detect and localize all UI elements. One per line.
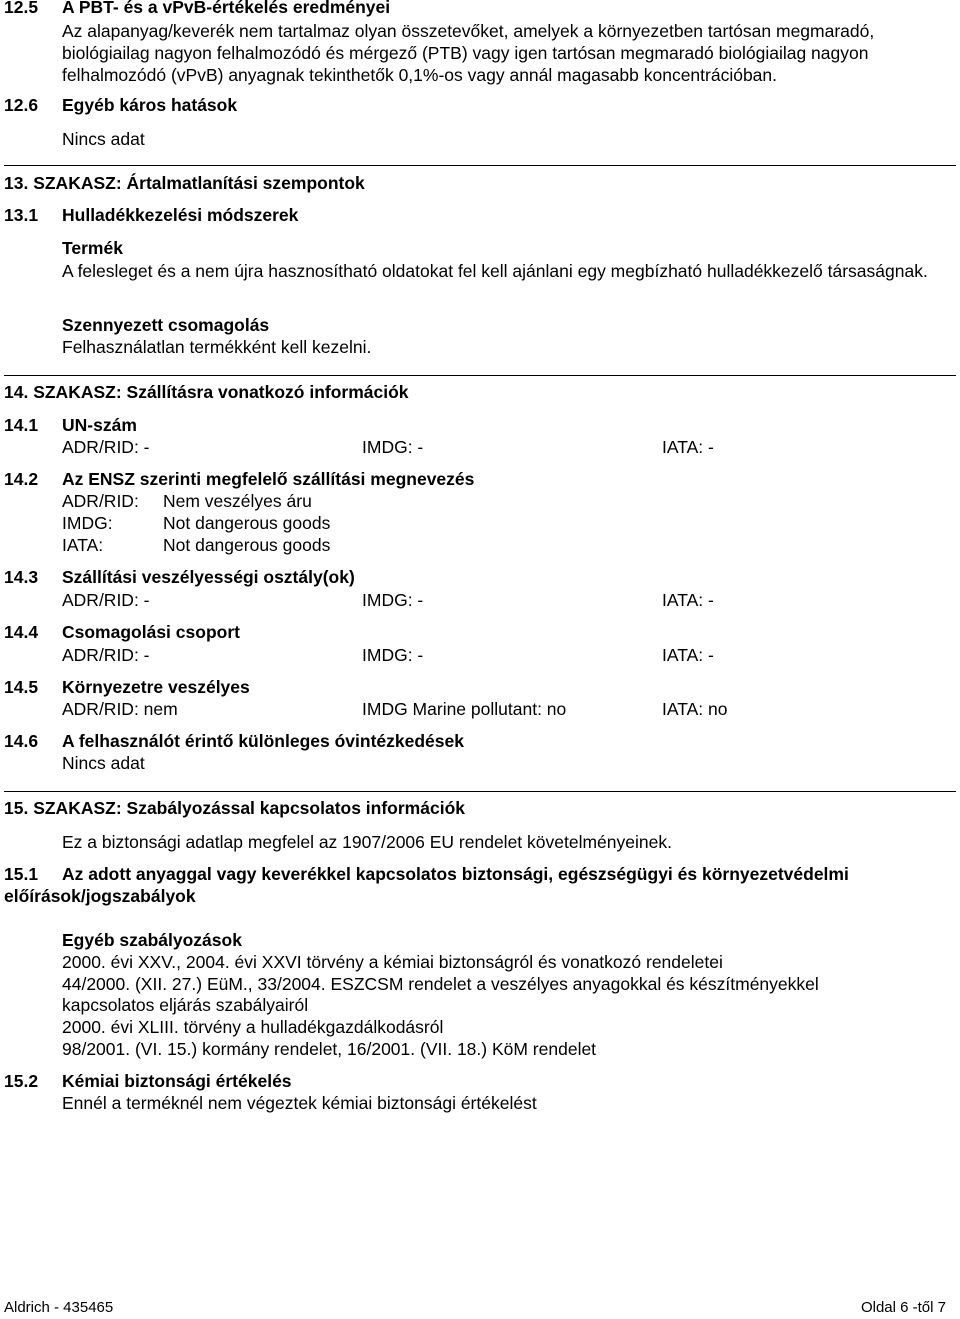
section-14-6-number: 14.6 (4, 731, 39, 751)
section-15-heading: 15. SZAKASZ: Szabályozással kapcsolatos információk (4, 798, 465, 818)
un-number-adr: ADR/RID: - (62, 437, 150, 457)
section-14-4-number: 14.4 (4, 622, 39, 642)
section-13-1-number: 13.1 (4, 205, 39, 225)
regulation-line: 44/2000. (XII. 27.) EüM., 33/2004. ESZCSM rendelet a veszélyes anyagokkal és készítményekkel (62, 974, 819, 994)
packing-group-imdg: IMDG: - (362, 645, 424, 665)
section-14-2-number: 14.2 (4, 469, 39, 489)
shipping-name-value: Not dangerous goods (163, 513, 331, 533)
section-13-heading: 13. SZAKASZ: Ártalmatlanítási szempontok (4, 173, 365, 193)
section-14-3-title: Szállítási veszélyességi osztály(ok) (62, 567, 355, 587)
un-number-iata: IATA: - (662, 437, 714, 457)
section-15-1-title-line2: előírások/jogszabályok (4, 886, 196, 906)
shipping-name-label: ADR/RID: (62, 491, 139, 511)
section-14-divider (4, 375, 956, 376)
shipping-name-value: Nem veszélyes áru (163, 491, 312, 511)
section-14-2-title: Az ENSZ szerinti megfelelő szállítási megnevezés (62, 469, 475, 489)
section-14-1-title: UN-szám (62, 415, 137, 435)
section-14-1-number: 14.1 (4, 415, 39, 435)
packaging-text: Felhasználatlan termékként kell kezelni. (62, 337, 372, 357)
regulation-line: 98/2001. (VI. 15.) kormány rendelet, 16/2001. (VII. 18.) KöM rendelet (62, 1039, 597, 1059)
other-regulations-label: Egyéb szabályozások (62, 930, 242, 950)
section-12-5-text: Az alapanyag/keverék nem tartalmaz olyan összetevőket, amelyek a környezetben tartósan megmaradó, biológiailag nagyon felhalmozódó és mérgező (PTB) vagy igen tartósan megmaradó biológiailag nagyon felhalmozódó (vPvB) anyagnak tekinthetők 0,1%-os vagy annál magasabb koncentrációban. (62, 21, 875, 85)
section-12-6-text: Nincs adat (62, 129, 145, 149)
section-15-2-number: 15.2 (4, 1071, 39, 1091)
section-14-6-text: Nincs adat (62, 753, 145, 773)
section-15-2-text: Ennél a terméknél nem végeztek kémiai biztonsági értékelést (62, 1093, 537, 1113)
footer-product-code: Aldrich - 435465 (4, 1299, 114, 1316)
packing-group-adr: ADR/RID: - (62, 645, 150, 665)
section-12-5-number: 12.5 (4, 0, 39, 17)
section-15-1-number: 15.1 (4, 864, 39, 884)
shipping-name-value: Not dangerous goods (163, 535, 331, 555)
section-14-5-title: Környezetre veszélyes (62, 677, 250, 697)
environmental-hazard-imdg: IMDG Marine pollutant: no (362, 699, 567, 719)
packing-group-iata: IATA: - (662, 645, 714, 665)
section-12-5-title: A PBT- és a vPvB-értékelés eredményei (62, 0, 391, 17)
hazard-class-imdg: IMDG: - (362, 590, 424, 610)
shipping-name-label: IMDG: (62, 513, 113, 533)
product-text: A felesleget és a nem újra hasznosítható oldatokat fel kell ajánlani egy megbízható hulladékkezelő társaságnak. (62, 261, 928, 281)
regulation-line: kapcsolatos eljárás szabályairól (62, 995, 309, 1015)
section-13-1-title: Hulladékkezelési módszerek (62, 205, 299, 225)
section-15-divider (4, 791, 956, 792)
section-13-divider (4, 165, 956, 166)
section-12-6-number: 12.6 (4, 95, 39, 115)
section-15-2-title: Kémiai biztonsági értékelés (62, 1071, 292, 1091)
shipping-name-label: IATA: (62, 535, 104, 555)
section-14-6-title: A felhasználót érintő különleges óvintézkedések (62, 731, 464, 751)
un-number-imdg: IMDG: - (362, 437, 424, 457)
packaging-label: Szennyezett csomagolás (62, 315, 270, 335)
section-14-heading: 14. SZAKASZ: Szállításra vonatkozó információk (4, 382, 409, 402)
environmental-hazard-adr: ADR/RID: nem (62, 699, 178, 719)
section-14-5-number: 14.5 (4, 677, 39, 697)
regulation-line: 2000. évi XLIII. törvény a hulladékgazdálkodásról (62, 1017, 444, 1037)
hazard-class-adr: ADR/RID: - (62, 590, 150, 610)
regulation-line: 2000. évi XXV., 2004. évi XXVI törvény a kémiai biztonságról és vonatkozó rendeletei (62, 952, 723, 972)
hazard-class-iata: IATA: - (662, 590, 714, 610)
section-15-intro: Ez a biztonsági adatlap megfelel az 1907/2006 EU rendelet követelményeinek. (62, 832, 672, 852)
section-12-6-title: Egyéb káros hatások (62, 95, 238, 115)
environmental-hazard-iata: IATA: no (662, 699, 728, 719)
section-14-3-number: 14.3 (4, 567, 39, 587)
footer-page-number: Oldal 6 -től 7 (860, 1299, 946, 1316)
section-14-4-title: Csomagolási csoport (62, 622, 240, 642)
product-label: Termék (62, 238, 123, 258)
section-15-1-title-line1: Az adott anyaggal vagy keverékkel kapcsolatos biztonsági, egészségügyi és környezetvédelmi (62, 864, 849, 884)
